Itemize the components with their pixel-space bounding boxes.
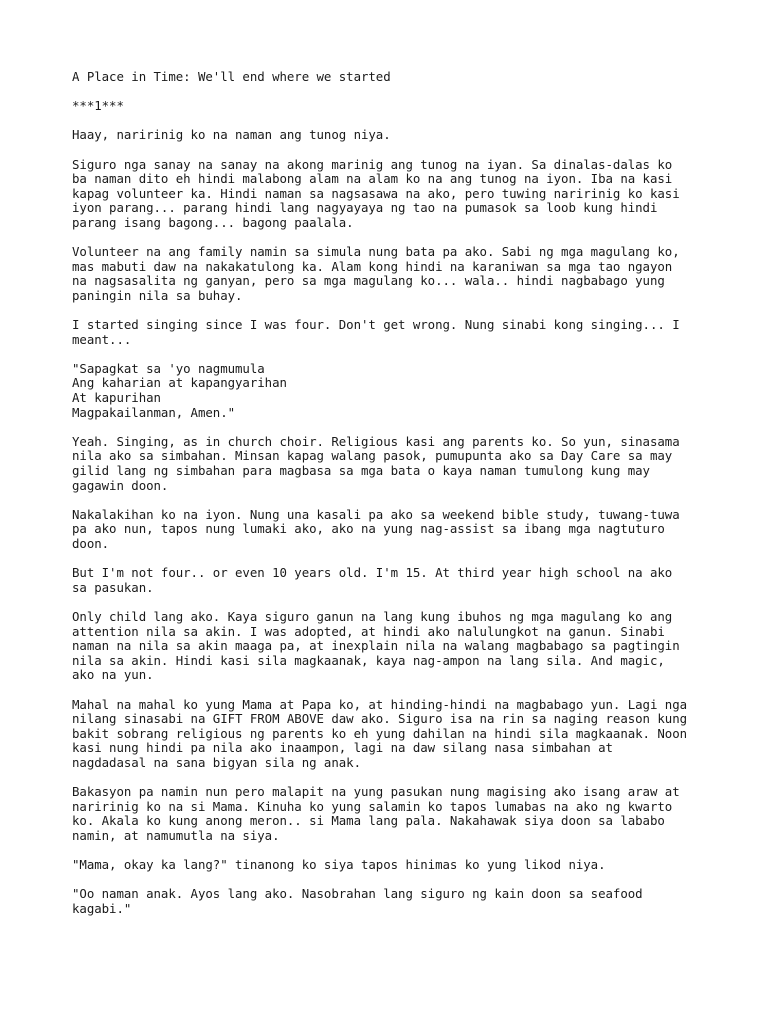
text-line: pa ako nun, tapos nung lumaki ako, ako na yung nag-assist sa ibang mga nagtuturo [72, 521, 665, 537]
text-line: I started singing since I was four. Don't get wrong. Nung sinabi kong singing... I [72, 317, 680, 333]
text-line: attention nila sa akin. I was adopted, at hindi ako nalulungkot na ganun. Sinabi [72, 623, 665, 639]
paragraph [72, 610, 712, 683]
paragraph [72, 362, 712, 420]
text-line: "Sapagkat sa 'yo nagmumula [72, 360, 265, 376]
paragraph [72, 698, 712, 771]
paragraph [72, 318, 712, 347]
paragraph [72, 566, 712, 595]
chapter-marker [72, 99, 712, 114]
text-line: bakit sobrang religious ng parents ko eh yung dahilan na hindi sila magkaanak. Noon [72, 725, 688, 741]
text-line: Bakasyon pa namin nun pero malapit na yung pasukan nung magising ako isang araw at [72, 784, 680, 800]
text-line: nilang sinasabi na GIFT FROM ABOVE daw ako. Siguro isa na rin sa naging reason kung [72, 711, 688, 727]
text-line: na nagsasalita ng ganyan, pero sa mga magulang ko... wala.. hindi nagbabago yung [72, 273, 665, 289]
paragraph [72, 508, 712, 552]
text-line: Mahal na mahal ko yung Mama at Papa ko, at hinding-hindi na magbabago yun. Lagi nga [72, 696, 688, 712]
text-line: naman na nila sa akin maaga pa, at inexplain nila na walang magbabago sa pagtingin [72, 638, 680, 654]
chapter-marker-line: ***1*** [72, 98, 124, 114]
text-line: Nakalakihan ko na iyon. Nung una kasali pa ako sa weekend bible study, tuwang-tuwa [72, 506, 680, 522]
text-line: nila sa akin. Hindi kasi sila magkaanak, kaya nag-ampon na lang sila. And magic, [72, 652, 665, 668]
text-line: sa pasukan. [72, 579, 154, 595]
text-line: "Mama, okay ka lang?" tinanong ko siya tapos hinimas ko yung likod niya. [72, 857, 606, 873]
text-line: Siguro nga sanay na sanay na akong marinig ang tunog na iyan. Sa dinalas-dalas ko [72, 156, 673, 172]
text-line: paningin nila sa buhay. [72, 287, 243, 303]
text-line: gilid lang ng simbahan para magbasa sa mga bata o kaya naman tumulong kung may [72, 463, 650, 479]
text-line: nagdadasal na sana bigyan sila ng anak. [72, 754, 361, 770]
paragraph [72, 785, 712, 843]
text-line: mas mabuti daw na nakakatulong ka. Alam kong hindi na karaniwan sa mga tao ngayon [72, 258, 673, 274]
text-line: At kapurihan [72, 390, 161, 406]
text-line: meant... [72, 331, 132, 347]
text-line: parang isang bagong... bagong paalala. [72, 214, 354, 230]
body-text [72, 128, 712, 916]
text-line: iyon parang... parang hindi lang nagyayaya ng tao na pumasok sa loob kung hindi [72, 200, 658, 216]
document-title [72, 70, 712, 85]
text-line: kapag volunteer ka. Hindi naman sa nagsasawa na ako, pero tuwing naririnig ko kasi [72, 185, 680, 201]
text-line: namin, at namumutla na siya. [72, 827, 280, 843]
paragraph [72, 245, 712, 303]
text-line: But I'm not four.. or even 10 years old. I'm 15. At third year high school na ako [72, 565, 673, 581]
text-line: "Oo naman anak. Ayos lang ako. Nasobrahan lang siguro ng kain doon sa seafood [72, 886, 643, 902]
text-line: Volunteer na ang family namin sa simula nung bata pa ako. Sabi ng mga magulang ko, [72, 244, 680, 260]
text-line: Magpakailanman, Amen." [72, 404, 236, 420]
paragraph [72, 158, 712, 231]
text-line: kagabi." [72, 900, 132, 916]
paragraph [72, 858, 712, 873]
text-line: kasi nung hindi pa nila ako inaampon, lagi na daw silang nasa simbahan at [72, 740, 613, 756]
text-line: ko. Akala ko kung anong meron.. si Mama lang pala. Nakahawak siya doon sa lababo [72, 813, 665, 829]
text-line: ako na yun. [72, 667, 154, 683]
text-line: doon. [72, 536, 110, 551]
text-line: Ang kaharian at kapangyarihan [72, 375, 287, 391]
text-line: naririnig ko na si Mama. Kinuha ko yung salamin ko tapos lumabas na ako ng kwarto [72, 798, 673, 814]
paragraph [72, 435, 712, 493]
title-line: A Place in Time: We'll end where we started [72, 69, 391, 84]
paragraph [72, 887, 712, 916]
text-line: gagawin doon. [72, 477, 169, 493]
text-line: Yeah. Singing, as in church choir. Religious kasi ang parents ko. So yun, sinasama [72, 433, 680, 449]
paragraph [72, 128, 712, 143]
text-line: ba naman dito eh hindi malabong alam na alam ko na ang tunog na iyon. Iba na kasi [72, 171, 673, 187]
text-line: Haay, naririnig ko na naman ang tunog niya. [72, 127, 391, 143]
text-line: Only child lang ako. Kaya siguro ganun na lang kung ibuhos ng mga magulang ko ang [72, 608, 673, 624]
document-page [72, 70, 712, 931]
text-line: nila ako sa simbahan. Minsan kapag walang pasok, pumupunta ako sa Day Care sa may [72, 448, 673, 464]
